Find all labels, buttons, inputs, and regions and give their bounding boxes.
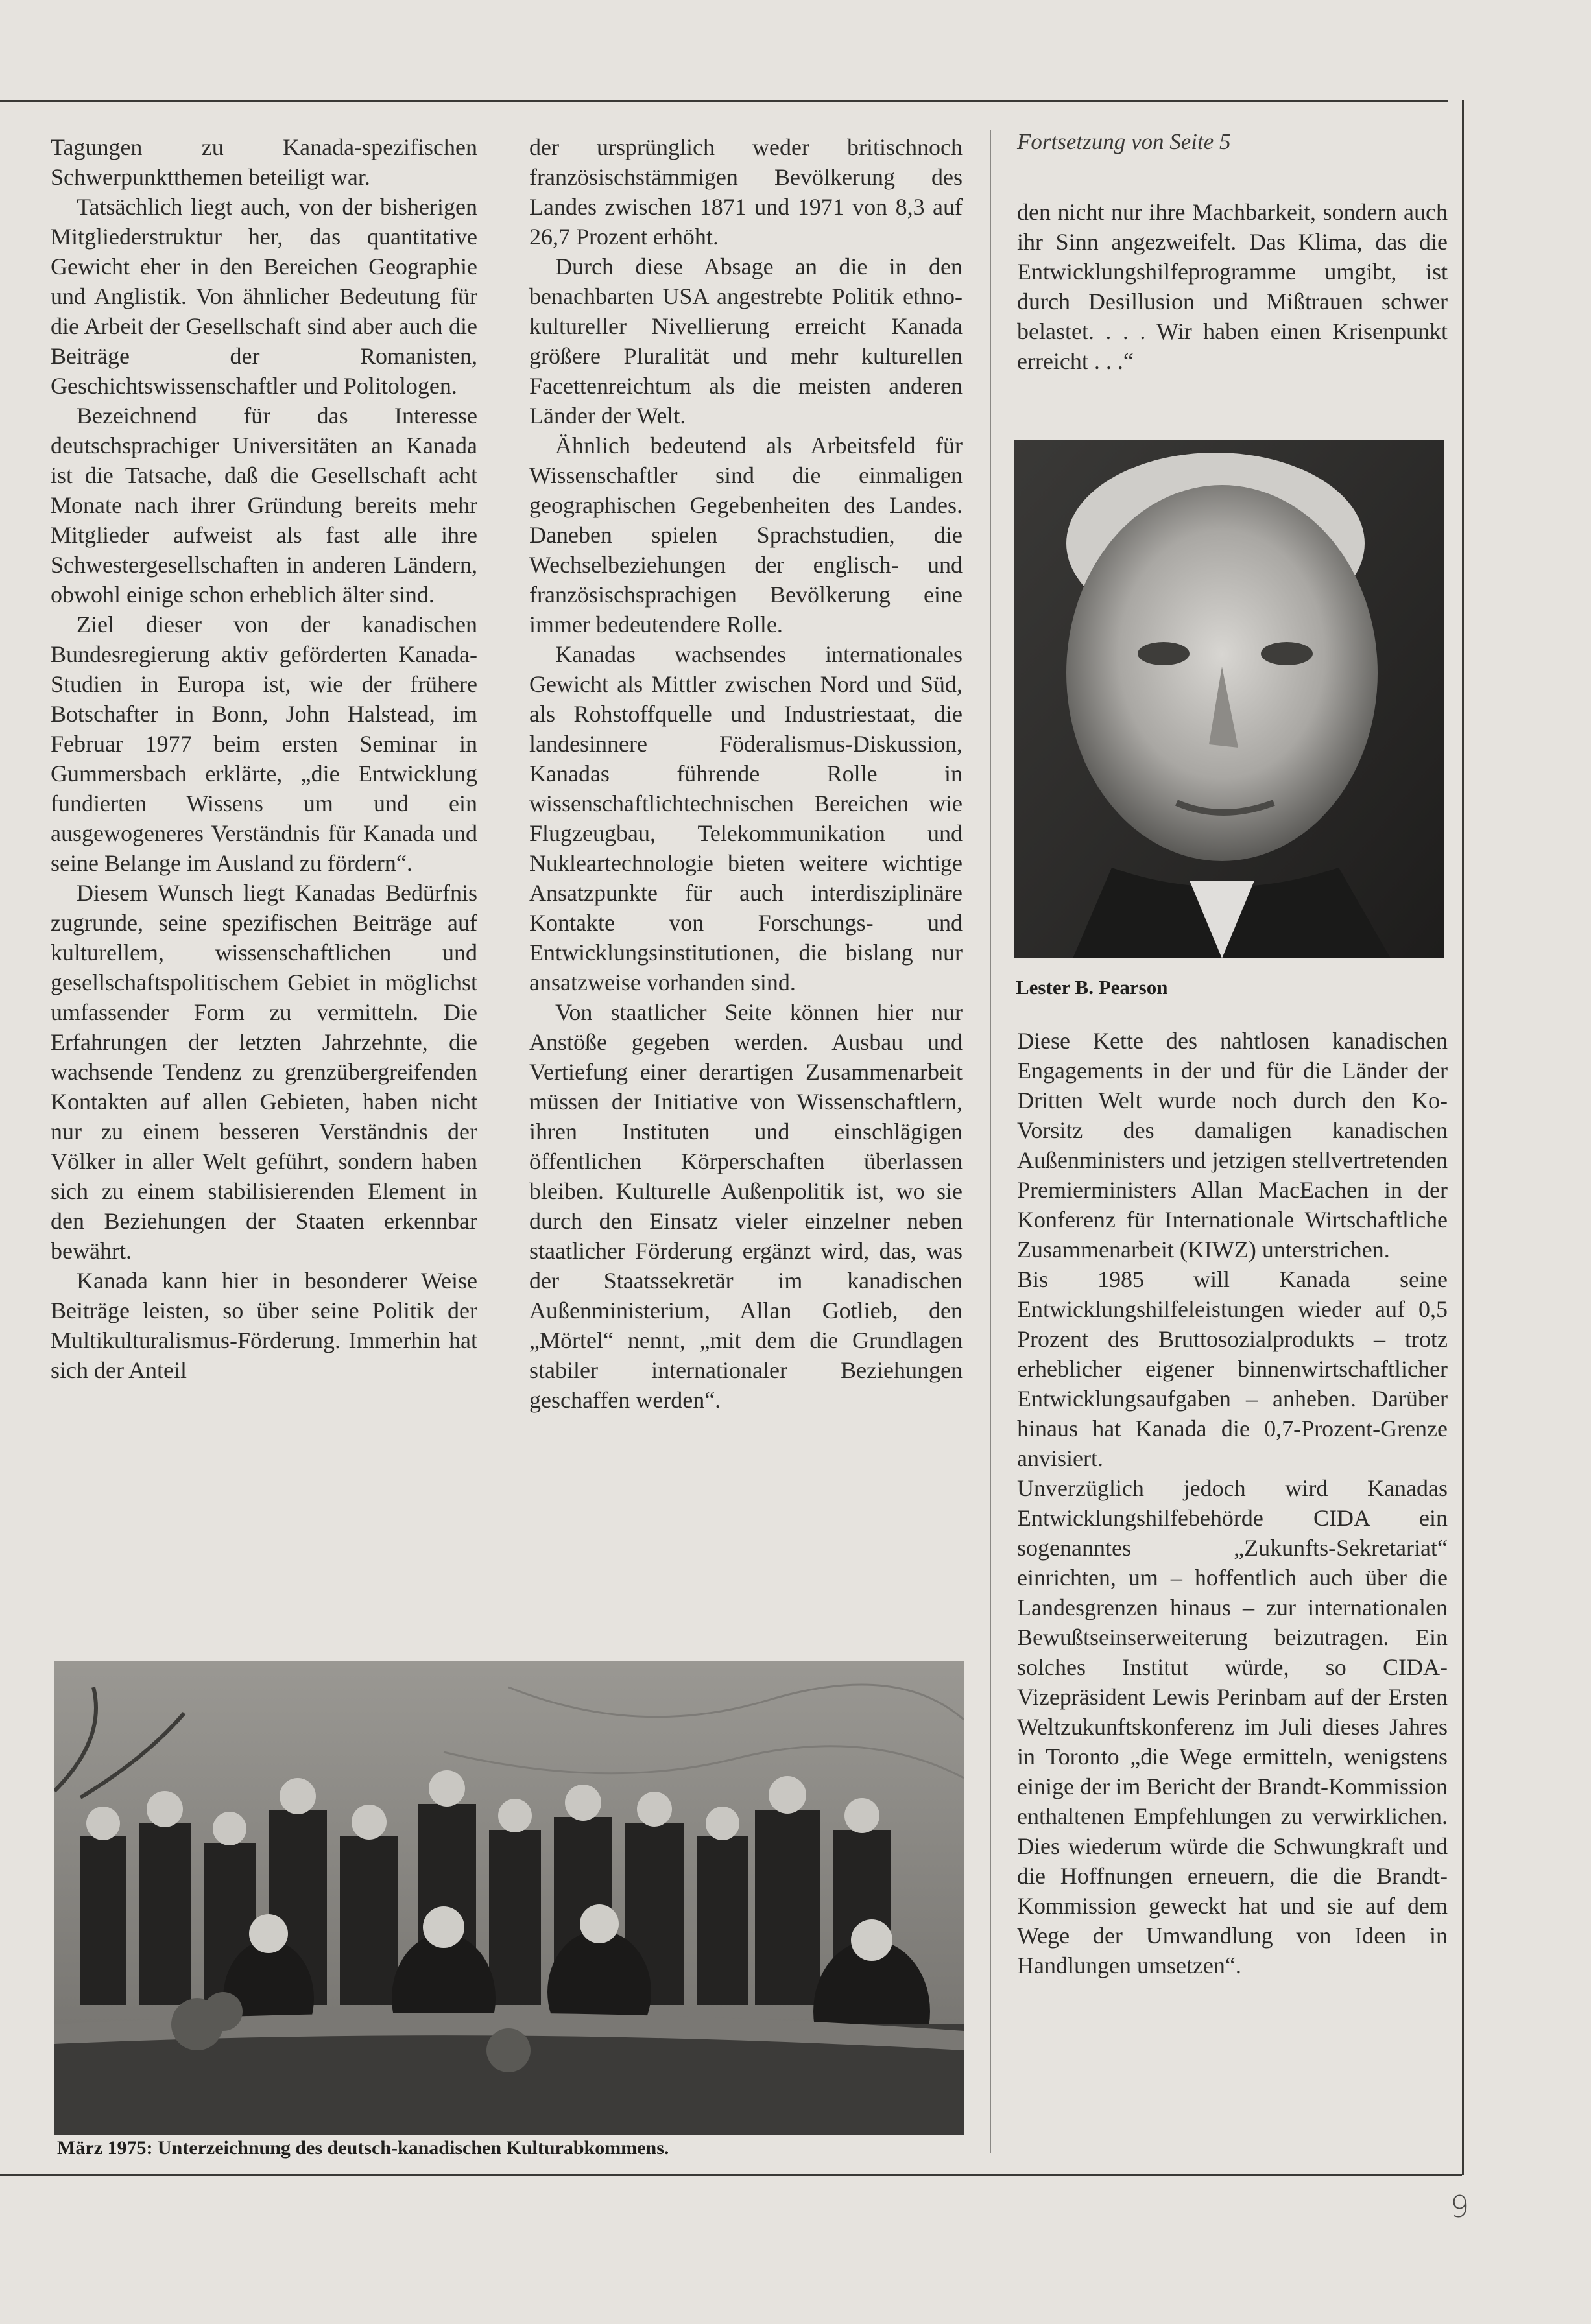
footer-rule [0,2174,1462,2176]
column-2 [529,132,963,1415]
paragraph: Kanada kann hier in besonderer Weise Beiträge leisten, so über seine Politik der Multikulturalismus-Förderung. Immerhin hat sich der Anteil [51,1268,477,1383]
paragraph: Tatsächlich liegt auch, von der bisherigen Mitgliederstruktur her, das quantitative Gewicht eher in den Bereichen Geographie und Anglistik. Von ähnlicher Bedeutung für die Arbeit der Gesellschaft sind aber auch die Beiträge der Romanisten, Geschichtswissenschaftler und Politologen. [51,194,477,399]
group-photo [54,1661,964,2135]
paragraph: der ursprünglich weder britischnoch französischstämmigen Bevölkerung des Landes zwischen 1871 und 1971 von 8,3 auf 26,7 Prozent erhöht. [529,134,963,250]
paragraph: Bis 1985 will Kanada seine Entwicklungshilfeleistungen wieder auf 0,5 Prozent des Bruttosozialprodukts – trotz erheblicher eigener binnenwirtschaftlicher Entwicklungsaufgaben – anheben. Darüber hinaus hat Kanada die 0,7-Prozent-Grenze anvisiert. [1017,1266,1448,1471]
paragraph: Unverzüglich jedoch wird Kanadas Entwicklungshilfebehörde CIDA ein sogenanntes „Zukunfts-Sekretariat“ einrichten, um – hoffentlich auch über die Landesgrenzen hinaus – zur internationalen Bewußtseinserweiterung beizutragen. Ein solches Institut würde, so CIDA-Vizepräsident Lewis Perinbam auf der Ersten Weltzukunftskonferenz im Juli dieses Jahres in Toronto „die Wege ermitteln, wenigstens einige der im Bericht der Brandt-Kommission enthaltenen Empfehlungen zu verwirklichen. Dies wiederum würde die Schwungkraft und die Hoffnungen erneuern, die die Brandt-Kommission geweckt hat und sie auf dem Wege der Umwandlung von Ideen in Handlungen umsetzen“. [1017,1475,1448,1978]
column-divider [990,130,991,2153]
paragraph: Ähnlich bedeutend als Arbeitsfeld für Wissenschaftler sind die einmaligen geographischen Gegebenheiten des Landes. Daneben spielen Sprachstudien, die Wechselbeziehungen der englisch- und französischsprachigen Bevölkerung eine immer bedeutendere Rolle. [529,433,963,637]
paragraph: Diese Kette des nahtlosen kanadischen Engagements in der und für die Länder der Dritten Welt wurde noch durch den Ko-Vorsitz des damaligen kanadischen Außenministers und jetzigen stellvertretenden Premierministers Allan MacEachen in der Konferenz für Internationale Wirtschaftliche Zusammenarbeit (KIWZ) unterstrichen. [1017,1028,1448,1263]
paragraph: Ziel dieser von der kanadischen Bundesregierung aktiv geförderten Kanada-Studien in Europa ist, wie der frühere Botschafter in Bonn, John Halstead, im Februar 1977 beim ersten Seminar in Gummersbach erklärte, „die Entwicklung fundierten Wissens um und ein ausgewogeneres Verständnis für Kanada und seine Belange im Ausland zu fördern“. [51,611,477,876]
paragraph: Diesem Wunsch liegt Kanadas Bedürfnis zugrunde, seine spezifischen Beiträge auf kulturellem, wissenschaftlichen und gesellschaftspolitischem Gebiet in möglichst umfassender Form zu vermitteln. Die Erfahrungen der letzten Jahrzehnte, die wachsende Tendenz zu grenzübergreifenden Kontakten auf allen Gebieten, haben nicht nur zu einem besseren Verständnis der Völker in aller Welt geführt, sondern haben sich zu einem stabilisierenden Element in den Beziehungen der Staaten erkennbar bewährt. [51,880,477,1264]
group-photo-caption: März 1975: Unterzeichnung des deutsch-kanadischen Kulturabkommens. [57,2137,669,2159]
portrait-photo [1014,440,1444,958]
column-3-bottom [1017,1026,1448,1980]
paragraph: Von staatlicher Seite können hier nur Anstöße gegeben werden. Ausbau und Vertiefung einer derartigen Zusammenarbeit müssen der Initiative von Wissenschaftlern, ihren Instituten und einschlägigen öffentlichen Körperschaften überlassen bleiben. Kulturelle Außenpolitik ist, wo sie durch den Einsatz vieler einzelner neben staatlicher Förderung ergänzt wird, das, was der Staatssekretär im kanadischen Außenministerium, Allan Gotlieb, den „Mörtel“ nennt, „mit dem die Grundlagen stabiler internationaler Beziehungen geschaffen werden“. [529,999,963,1413]
paragraph: Kanadas wachsendes internationales Gewicht als Mittler zwischen Nord und Süd, als Rohstoffquelle und Industriestaat, die landesinnere Föderalismus-Diskussion, Kanadas führende Rolle in wissenschaftlichtechnischen Bereichen wie Flugzeugbau, Telekommunikation und Nukleartechnologie bieten weitere wichtige Ansatzpunkte für auch interdisziplinäre Kontakte von Forschungs- und Entwicklungsinstitutionen, die bislang nur ansatzweise vorhanden sind. [529,641,963,995]
continued-from-note: Fortsetzung von Seite 5 [1017,129,1231,154]
column-1 [51,132,477,1385]
page-number: 9 [1450,2189,1470,2224]
paragraph: den nicht nur ihre Machbarkeit, sondern auch ihr Sinn angezweifelt. Das Klima, das die Entwicklungshilfeprogramme umgibt, ist durch Desillusion und Mißtrauen schwer belastet. . . . Wir haben einen Krisenpunkt erreicht . . .“ [1017,199,1448,374]
paragraph: Bezeichnend für das Interesse deutschsprachiger Universitäten an Kanada ist die Tatsache, daß die Gesellschaft acht Monate nach ihrer Gründung bereits mehr Mitglieder aufweist als fast alle ihre Schwestergesellschaften in anderen Ländern, obwohl einige schon erheblich älter sind. [51,403,477,608]
paragraph: Tagungen zu Kanada-spezifischen Schwerpunktthemen beteiligt war. [51,134,477,190]
right-vertical-rule [1462,100,1464,2175]
paragraph: Durch diese Absage an die in den benachbarten USA angestrebte Politik ethno-kultureller Nivellierung erreicht Kanada größere Pluralität und mehr kulturellen Facettenreichtum als die meisten anderen Länder der Welt. [529,254,963,429]
header-rule [0,100,1448,102]
portrait-caption: Lester B. Pearson [1016,976,1168,999]
column-3-top [1017,127,1448,376]
